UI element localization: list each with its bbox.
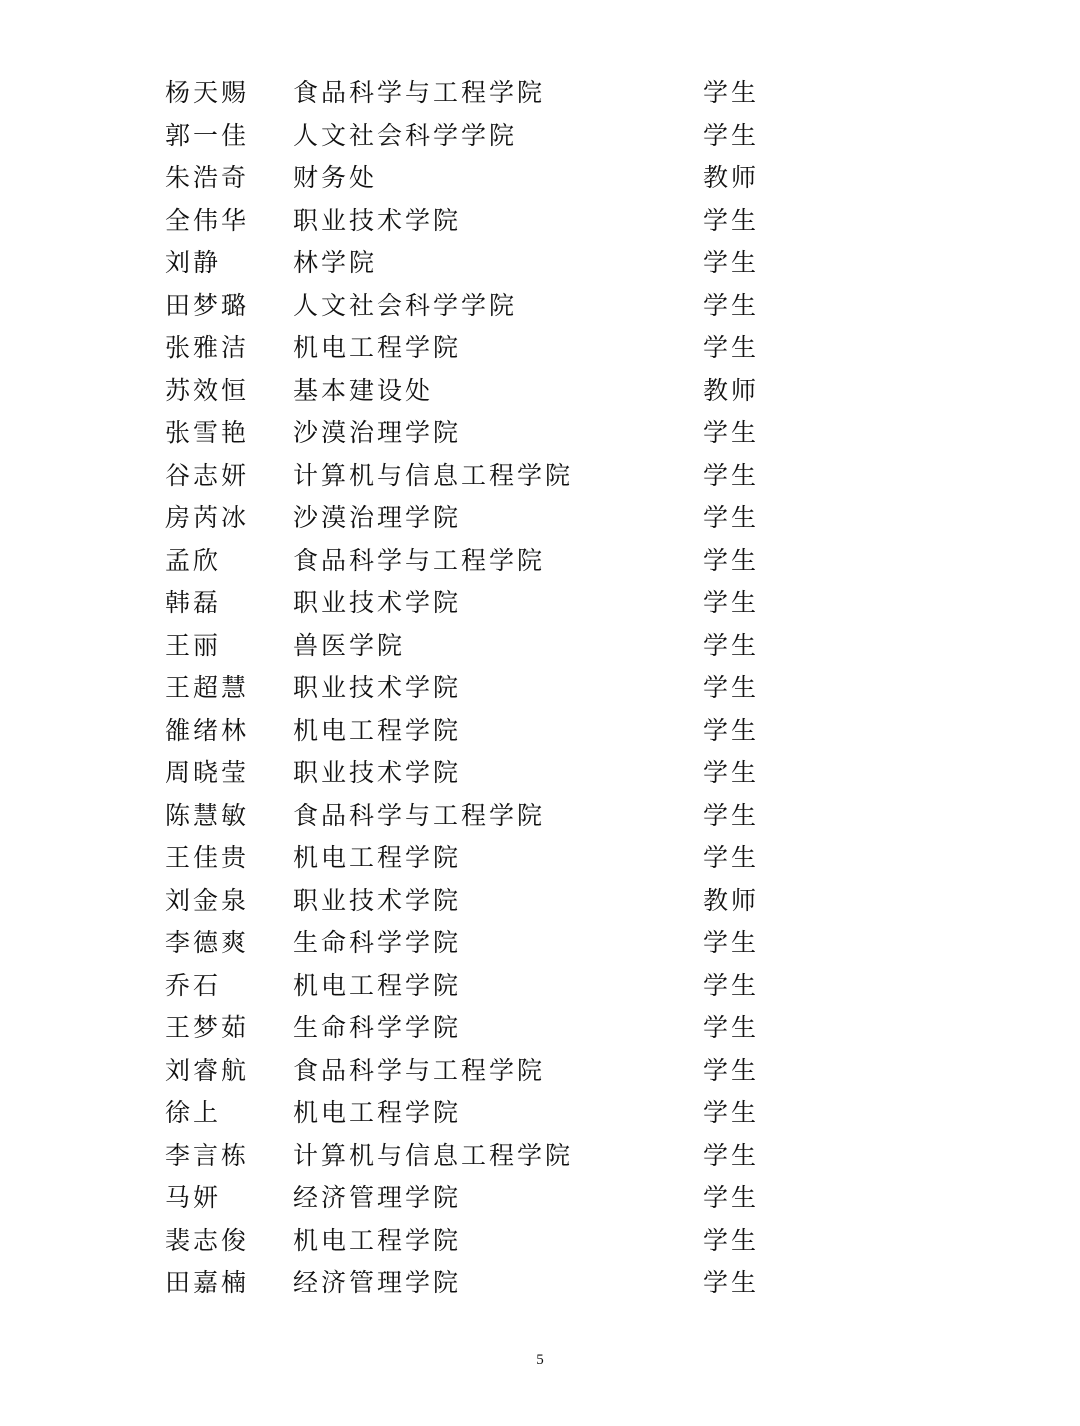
person-name: 李德爽 [165,928,250,957]
person-name: 房芮冰 [165,503,250,532]
list-item [165,412,785,455]
list-item [165,710,785,753]
department-name: 生命科学学院 [293,928,462,957]
page-number: 5 [536,1352,544,1368]
department-name: 人文社会科学学院 [293,290,518,320]
list-item [165,497,785,540]
department-name: 机电工程学院 [293,970,462,1000]
list-item [165,1050,785,1093]
list-item [165,115,785,158]
department-name: 职业技术学院 [293,588,462,617]
department-name: 兽医学院 [293,630,406,660]
person-name: 李言栋 [165,1140,250,1170]
person-role: 学生 [703,800,760,830]
person-role: 学生 [703,758,760,787]
department-name: 基本建设处 [293,375,434,405]
department-name: 人文社会科学学院 [293,120,518,150]
person-role: 学生 [703,1268,760,1297]
list-item [165,327,785,370]
person-role: 学生 [703,1055,760,1085]
person-role: 学生 [703,1098,760,1127]
person-name: 刘静 [165,248,222,277]
person-role: 学生 [703,333,760,362]
list-item [165,667,785,710]
person-name: 王梦茹 [165,1013,250,1042]
person-role: 学生 [703,1013,760,1042]
person-role: 教师 [703,375,760,405]
department-name: 职业技术学院 [293,205,462,235]
person-role: 学生 [703,843,760,872]
department-name: 食品科学与工程学院 [293,78,546,107]
person-name: 韩磊 [165,588,222,617]
person-name: 王佳贵 [165,843,250,872]
person-role: 学生 [703,630,760,660]
list-item [165,752,785,795]
list-item [165,625,785,668]
list-item [165,1220,785,1263]
person-name: 王丽 [165,630,222,660]
department-name: 经济管理学院 [293,1268,462,1297]
person-name: 马妍 [165,1183,222,1212]
department-name: 计算机与信息工程学院 [293,1140,574,1170]
list-item [165,540,785,583]
department-name: 职业技术学院 [293,758,462,787]
person-name: 刘金泉 [165,885,250,915]
list-item [165,72,785,115]
person-name: 张雅洁 [165,333,250,362]
list-item [165,582,785,625]
person-role: 教师 [703,163,760,192]
person-name: 杨天赐 [165,78,250,107]
person-name: 朱浩奇 [165,163,250,192]
department-name: 生命科学学院 [293,1013,462,1042]
department-name: 职业技术学院 [293,885,462,915]
person-role: 学生 [703,460,760,490]
person-name: 刘睿航 [165,1055,250,1085]
department-name: 职业技术学院 [293,673,462,702]
department-name: 计算机与信息工程学院 [293,460,574,490]
person-name: 孟欣 [165,545,222,575]
person-role: 学生 [703,78,760,107]
department-name: 沙漠治理学院 [293,418,462,447]
person-role: 学生 [703,588,760,617]
person-name: 田梦璐 [165,290,250,320]
list-item [165,795,785,838]
person-role: 学生 [703,503,760,532]
person-role: 教师 [703,885,760,915]
department-name: 沙漠治理学院 [293,503,462,532]
department-name: 食品科学与工程学院 [293,1055,546,1085]
person-role: 学生 [703,418,760,447]
department-name: 食品科学与工程学院 [293,800,546,830]
person-role: 学生 [703,928,760,957]
person-name: 田嘉楠 [165,1268,250,1297]
person-name: 苏效恒 [165,375,250,405]
person-name: 裴志俊 [165,1225,250,1255]
list-item [165,880,785,923]
department-name: 林学院 [293,248,378,277]
person-role: 学生 [703,715,760,745]
list-item [165,157,785,200]
person-name: 周晓莹 [165,758,250,787]
department-name: 机电工程学院 [293,1098,462,1127]
department-name: 财务处 [293,163,378,192]
department-name: 经济管理学院 [293,1183,462,1212]
list-item [165,922,785,965]
department-name: 机电工程学院 [293,1225,462,1255]
list-item [165,1135,785,1178]
person-name: 陈慧敏 [165,800,250,830]
list-item [165,455,785,498]
person-role: 学生 [703,248,760,277]
person-name: 郭一佳 [165,120,250,150]
person-name: 王超慧 [165,673,250,702]
person-role: 学生 [703,970,760,1000]
person-role: 学生 [703,205,760,235]
list-item [165,1177,785,1220]
list-item [165,285,785,328]
person-name: 谷志妍 [165,460,250,490]
person-name: 全伟华 [165,205,250,235]
person-role: 学生 [703,290,760,320]
list-item [165,242,785,285]
department-name: 机电工程学院 [293,715,462,745]
person-role: 学生 [703,1140,760,1170]
person-name: 雒绪林 [165,715,250,745]
list-item [165,837,785,880]
person-name: 张雪艳 [165,418,250,447]
person-name: 乔石 [165,970,222,1000]
list-item [165,1007,785,1050]
list-item [165,1262,785,1305]
person-role: 学生 [703,1183,760,1212]
person-role: 学生 [703,545,760,575]
department-name: 食品科学与工程学院 [293,545,546,575]
person-role: 学生 [703,1225,760,1255]
list-item [165,965,785,1008]
person-role: 学生 [703,673,760,702]
person-name: 徐上 [165,1098,222,1127]
list-item [165,1092,785,1135]
list-item [165,370,785,413]
roster-list [165,72,785,1305]
person-role: 学生 [703,120,760,150]
department-name: 机电工程学院 [293,843,462,872]
department-name: 机电工程学院 [293,333,462,362]
list-item [165,200,785,243]
